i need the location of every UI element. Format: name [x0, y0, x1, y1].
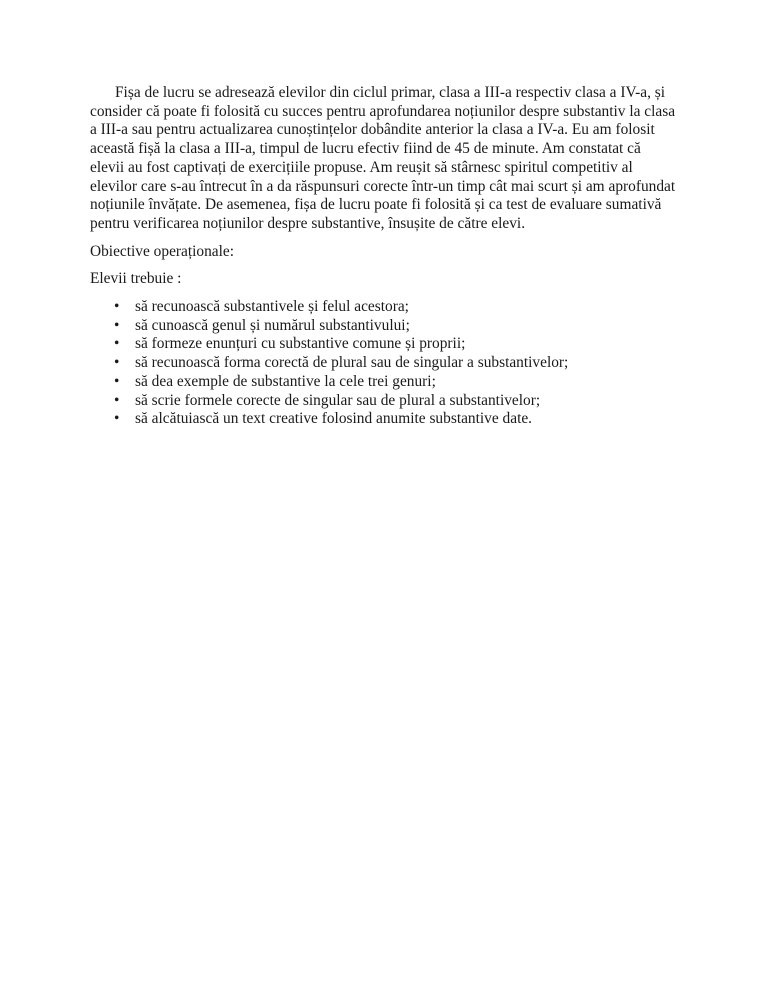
spacer: [90, 234, 676, 243]
bullet-icon: •: [114, 316, 120, 334]
bullet-icon: •: [114, 335, 120, 353]
objective-text: să dea exemple de substantive la cele trei genuri;: [135, 372, 436, 390]
list-item: [90, 317, 676, 336]
objective-text: să recunoască substantivele și felul acestora;: [135, 298, 409, 316]
bullet-icon: •: [114, 298, 120, 316]
spacer: [90, 289, 676, 298]
intro-paragraph: Fișa de lucru se adresează elevilor din ciclul primar, clasa a III-a respectiv clasa a IV-a, și consider că poate fi folosită cu succes pentru aprofundarea noțiunilor despre substantiv la clasa a III-a sau pentru actualizarea cunoștințelor dobândite anterior la clasa a IV-a. Eu am folosit această fișă la clasa a III-a, timpul de lucru efectiv fiind de 45 de minute. Am constatat că elevii au fost captivați de exercițiile propuse. Am reușit să stârnesc spiritul competitiv al elevilor care s-au întrecut în a da răspunsuri corecte într-un timp cât mai scurt și am aprofundat noțiunile învățate. De asemenea, fișa de lucru poate fi folosită și ca test de evaluare sumativă pentru verificarea noțiunilor despre substantive, însușite de către elevi.: [90, 84, 676, 232]
list-item: [90, 354, 676, 373]
objective-text: să recunoască forma corectă de plural sau de singular a substantivelor;: [135, 354, 569, 372]
document-page: [90, 84, 676, 429]
students-heading: Elevii trebuie :: [90, 270, 182, 288]
objective-text: să cunoască genul și numărul substantivului;: [135, 316, 410, 334]
objective-text: să alcătuiască un text creative folosind anumite substantive date.: [135, 410, 533, 428]
list-item: [90, 392, 676, 411]
bullet-icon: •: [114, 372, 120, 390]
bullet-icon: •: [114, 410, 120, 428]
list-item: [90, 410, 676, 429]
bullet-icon: •: [114, 354, 120, 372]
objectives-list: [90, 298, 676, 429]
objectives-heading: Obiective operaționale:: [90, 242, 235, 260]
objective-text: să formeze enunțuri cu substantive comune și proprii;: [135, 335, 466, 353]
objective-text: să scrie formele corecte de singular sau de plural a substantivelor;: [135, 391, 541, 409]
list-item: [90, 373, 676, 392]
list-item: [90, 335, 676, 354]
bullet-icon: •: [114, 391, 120, 409]
spacer: [90, 261, 676, 270]
list-item: [90, 298, 676, 317]
